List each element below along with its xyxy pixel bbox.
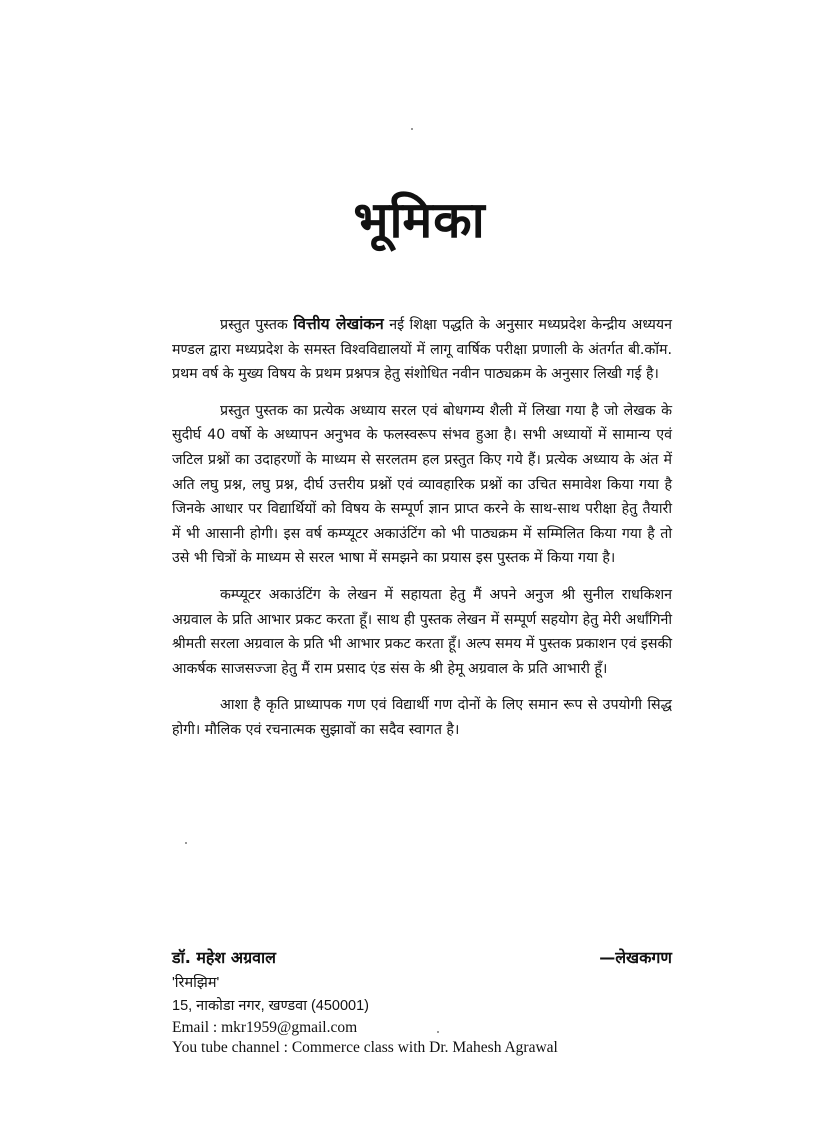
scan-speck: [411, 128, 413, 130]
authors-label: —लेखकगण: [599, 948, 672, 967]
preface-body: [172, 312, 672, 743]
postal-address: 15, नाकोडा नगर, खण्डवा (450001): [172, 998, 370, 1014]
author-name: डॉ. महेश अग्रवाल: [172, 948, 277, 967]
paragraph-text: प्रस्तुत पुस्तक का प्रत्येक अध्याय सरल एवं बोधगम्य शैली में लिखा गया है जो लेखक के सुदीर्घ 40 वर्षो के अध्यापन अनुभव के फलस्वरूप संभव हुआ है। सभी अध्यायों में सामान्य एवं जटिल प्रश्नों का उदाहरणों के माध्यम से सरलतम हल प्रस्तुत किए गये हैं। प्रत्येक अध्याय के अंत में अति लघु प्रश्न, लघु प्रश्न, दीर्घ उत्तरीय प्रश्नों एवं व्यावहारिक प्रश्नों का उचित समावेश किया गया है जिनके आधार पर विद्यार्थियों को विषय के सम्पूर्ण ज्ञान प्राप्त करने के साथ-साथ परीक्षा हेतु तैयारी में भी आसानी होगी। इस वर्ष कम्प्यूटर अकाउंटिंग को भी पाठ्यक्रम में सम्मिलित किया गया है तो उसे भी चित्रों के माध्यम से सरल भाषा में समझने का प्रयास इस पुस्तक में किया गया है।: [172, 402, 672, 567]
scan-speck: [185, 842, 187, 844]
paragraph-closing: [172, 693, 672, 742]
paragraph-acknowledgements: [172, 583, 672, 681]
paragraph-text: कम्प्यूटर अकाउंटिंग के लेखन में सहायता हेतु मैं अपने अनुज श्री सुनील राधकिशन अग्रवाल के प्रति आभार प्रकट करता हूँ। साथ ही पुस्तक लेखन में सम्पूर्ण सहयोग हेतु मेरी अर्धांगिनी श्रीमती सरला अग्रवाल के प्रति भी आभार प्रकट करता हूँ। अल्प समय में पुस्तक प्रकाशन एवं इसकी आकर्षक साजसज्जा हेतु मैं राम प्रसाद एंड संस के श्री हेमू अग्रवाल के प्रति आभारी हूँ।: [172, 586, 673, 677]
paragraph-text: आशा है कृति प्राध्यापक गण एवं विद्यार्थी गण दोनों के लिए समान रूप से उपयोगी सिद्ध होगी। मौलिक एवं रचनात्मक सुझावों का सदैव स्वागत है।: [172, 697, 672, 738]
house-name: 'रिमझिम': [172, 975, 220, 991]
page-title: भूमिका: [353, 191, 486, 249]
email-address: Email : mkr1959@gmail.com: [172, 1019, 358, 1036]
scan-speck: [437, 1031, 439, 1033]
book-title-emphasis: वित्तीय लेखांकन: [293, 315, 384, 333]
paragraph-style: [172, 399, 672, 571]
paragraph-intro: [172, 312, 672, 387]
youtube-channel: You tube channel : Commerce class with Dr. Mahesh Agrawal: [172, 1039, 558, 1056]
signature-block: [172, 946, 672, 1057]
paragraph-text: नई शिक्षा पद्धति के अनुसार मध्यप्रदेश केन्द्रीय अध्ययन मण्डल द्वारा मध्यप्रदेश के समस्त विश्वविद्यालयों में लागू वार्षिक परीक्षा प्रणाली के अंतर्गत बी.कॉम. प्रथम वर्ष के मुख्य विषय के प्रथम प्रश्नपत्र हेतु संशोधित नवीन पाठ्यक्रम के अनुसार लिखी गई है।: [172, 317, 673, 383]
signature-row: [172, 946, 672, 968]
paragraph-text: प्रस्तुत पुस्तक: [220, 317, 294, 333]
